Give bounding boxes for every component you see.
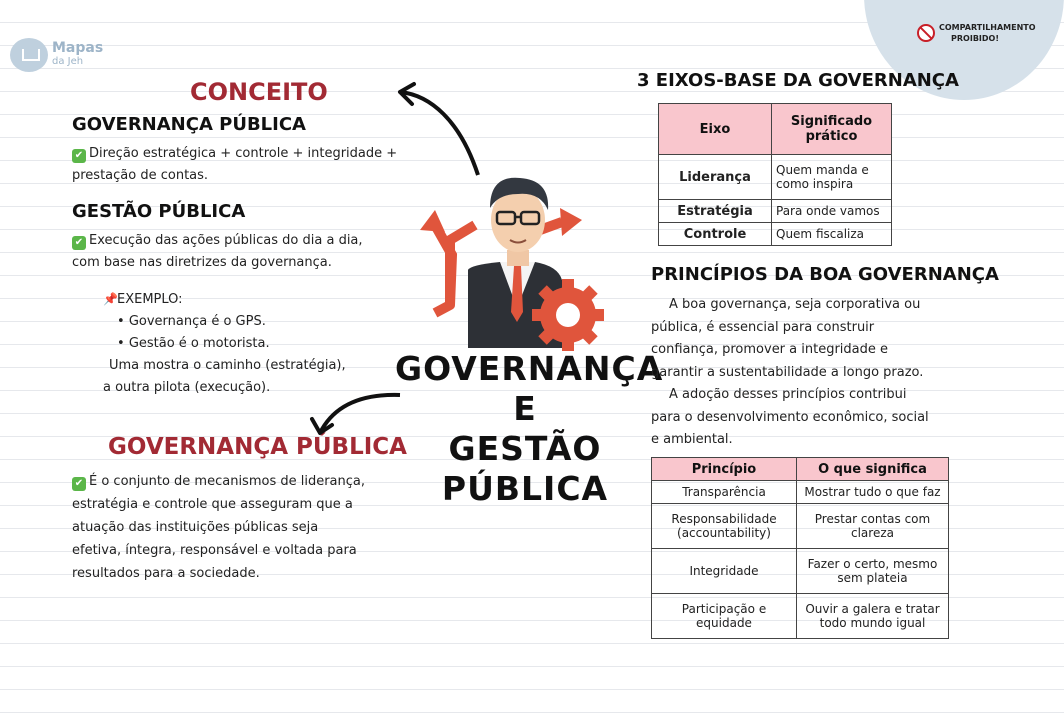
gestao-definition: ✔ Execução das ações públicas do dia a dia, com base nas diretrizes da governança. <box>72 233 363 270</box>
prohibited-icon <box>917 24 935 42</box>
example-note: Uma mostra o caminho (estratégia), <box>109 358 346 373</box>
no-sharing-notice <box>917 22 1036 44</box>
table-cell: Estratégia <box>659 200 772 223</box>
table-row <box>652 594 949 639</box>
gear-icon <box>532 279 604 351</box>
example-item: Governança é o GPS. <box>128 314 266 329</box>
table-row <box>652 481 949 504</box>
logo-name: Mapas <box>52 40 104 56</box>
table-row <box>659 155 892 200</box>
check-icon: ✔ <box>72 149 86 163</box>
check-icon: ✔ <box>72 477 86 491</box>
conceito-title: CONCEITO <box>190 78 328 106</box>
principios-title: PRINCÍPIOS DA BOA GOVERNANÇA <box>651 264 999 285</box>
table-cell: Integridade <box>652 549 797 594</box>
table-cell: Transparência <box>652 481 797 504</box>
principios-table <box>651 457 949 639</box>
table-cell: Quem manda e como inspira <box>772 155 892 200</box>
table-row <box>659 223 892 246</box>
table-header: Princípio <box>652 458 797 481</box>
gestao-heading: GESTÃO PÚBLICA <box>72 201 246 222</box>
pin-icon: 📌 <box>103 292 118 306</box>
arrow-icon <box>300 385 410 445</box>
eixos-title: 3 EIXOS-BASE DA GOVERNANÇA <box>637 70 959 91</box>
gov-publica-title: GOVERNANÇA PÚBLICA <box>108 434 407 460</box>
table-header-row <box>652 458 949 481</box>
table-header: Significado prático <box>772 104 892 155</box>
example-note: a outra pilota (execução). <box>103 380 271 395</box>
table-cell: Para onde vamos <box>772 200 892 223</box>
no-sharing-text: COMPARTILHAMENTO PROIBIDO! <box>939 23 1036 43</box>
table-cell: Controle <box>659 223 772 246</box>
logo-sub: da Jeh <box>52 56 84 67</box>
table-cell: Mostrar tudo o que faz <box>797 481 949 504</box>
table-cell: Fazer o certo, mesmo sem plateia <box>797 549 949 594</box>
book-logo-icon <box>10 38 48 72</box>
table-header: O que significa <box>797 458 949 481</box>
table-cell: Responsabilidade (accountability) <box>652 504 797 549</box>
gov-publica-text: ✔ É o conjunto de mecanismos de liderança, estratégia e controle que asseguram que a atuação das instituições públicas seja efetiva, íntegra, responsável e voltada para resultados para a sociedade. <box>72 474 366 581</box>
table-header-row <box>659 104 892 155</box>
table-row <box>659 200 892 223</box>
example-item: Gestão é o motorista. <box>128 336 270 351</box>
brand-logo <box>10 38 103 72</box>
gov-definition: ✔ Direção estratégica + controle + integridade + prestação de contas. <box>72 146 398 183</box>
principios-text: A boa governança, seja corporativa ou pública, é essencial para construir confiança, promover a integridade e garantir a sustentabilidade a longo prazo. A adoção desses princípios contribui para o desenvolvimento econômico, social e ambiental. <box>651 297 929 447</box>
table-cell: Ouvir a galera e tratar todo mundo igual <box>797 594 949 639</box>
main-title: GOVERNANÇA E GESTÃO PÚBLICA <box>395 349 664 508</box>
example-label: EXEMPLO: <box>117 292 183 307</box>
eixos-table <box>658 103 892 246</box>
table-header: Eixo <box>659 104 772 155</box>
check-icon: ✔ <box>72 236 86 250</box>
table-cell: Prestar contas com clareza <box>797 504 949 549</box>
table-cell: Participação e equidade <box>652 594 797 639</box>
table-cell: Liderança <box>659 155 772 200</box>
gov-heading: GOVERNANÇA PÚBLICA <box>72 114 306 135</box>
table-row <box>652 549 949 594</box>
table-row <box>652 504 949 549</box>
table-cell: Quem fiscaliza <box>772 223 892 246</box>
example-block: 📌EXEMPLO: • Governança é o GPS. • Gestão é o motorista. Uma mostra o caminho (estratégia), a outra pilota (execução). <box>103 289 403 399</box>
